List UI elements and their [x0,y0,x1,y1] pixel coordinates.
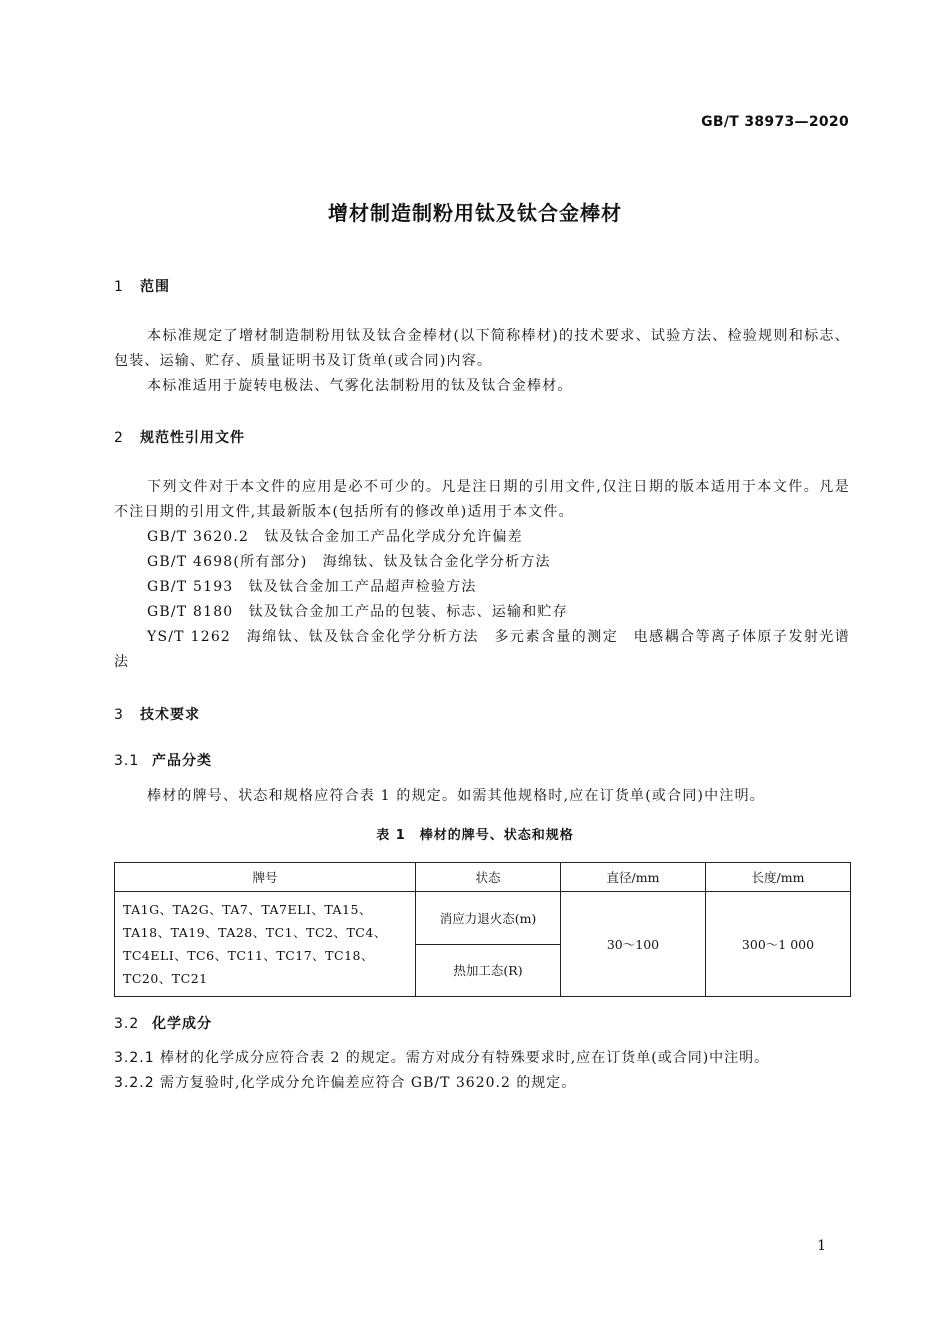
clause-item [114,1071,850,1096]
reference-code: GB/T 5193 [147,579,234,595]
reference-item [147,525,523,550]
section-title: 范围 [140,279,170,295]
table-header-row [115,863,851,892]
section-title: 技术要求 [140,707,200,723]
standard-number: GB/T 38973—2020 [701,114,849,130]
table-header-cell: 长度/mm [706,863,851,892]
reference-item [147,575,477,600]
length-cell: 300～1 000 [706,892,851,997]
reference-code: GB/T 4698(所有部分) [147,554,308,570]
reference-title: 钛及钛合金加工产品化学成分允许偏差 [264,529,523,545]
state-cell: 消应力退火态(m) [416,892,561,945]
table-header-cell: 状态 [416,863,561,892]
diameter-cell: 30～100 [561,892,706,997]
section-heading-normative-references [114,427,245,447]
paragraph: 下列文件对于本文件的应用是必不可少的。凡是注日期的引用文件,仅注日期的版本适用于本文件。凡是不注日期的引用文件,其最新版本(包括所有的修改单)适用于本文件。 [114,479,850,520]
clause-item [114,1046,850,1071]
paragraph: 棒材的牌号、状态和规格应符合表 1 的规定。如需其他规格时,应在订货单(或合同)中注明。 [147,788,765,804]
state-cell: 热加工态(R) [416,944,561,997]
section-number: 3 [114,707,124,723]
clause-text: 棒材的化学成分应符合表 2 的规定。需方对成分有特殊要求时,应在订货单(或合同)中注明。 [160,1050,770,1066]
table-caption: 表 1 棒材的牌号、状态和规格 [376,828,574,843]
reference-item: YS/T 1262 海绵钛、钛及钛合金化学分析方法 多元素含量的测定 电感耦合等离子体原子发射光谱法 [114,629,850,670]
clause-number: 3.2.2 [114,1075,155,1091]
reference-title: 钛及钛合金加工产品超声检验方法 [248,579,477,595]
reference-title: 钛及钛合金加工产品的包装、标志、运输和贮存 [248,604,568,620]
table-header-cell: 直径/mm [561,863,706,892]
reference-item [147,600,568,625]
page-number: 1 [817,1238,826,1254]
clause-number: 3.2.1 [114,1050,155,1066]
subsection-heading-classification [114,750,212,770]
section-number: 2 [114,430,124,446]
subsection-title: 产品分类 [152,753,212,769]
subsection-title: 化学成分 [152,1016,212,1032]
subsection-heading-chemical-composition [114,1013,212,1033]
reference-item [147,550,551,575]
section-heading-technical-requirements [114,704,200,724]
document-title: 增材制造制粉用钛及钛合金棒材 [328,201,622,225]
reference-title: 海绵钛、钛及钛合金化学分析方法 [322,554,551,570]
paragraph: 本标准规定了增材制造制粉用钛及钛合金棒材(以下简称棒材)的技术要求、试验方法、检验规则和标志、包装、运输、贮存、质量证明书及订货单(或合同)内容。 [114,328,850,369]
subsection-number: 3.1 [114,753,140,769]
grades-cell: TA1G、TA2G、TA7、TA7ELI、TA15、TA18、TA19、TA28、TC1、TC2、TC4、TC4ELI、TC6、TC11、TC17、TC18、TC20、TC21 [115,892,416,997]
section-heading-scope [114,276,170,296]
clause-text: 需方复验时,化学成分允许偏差应符合 GB/T 3620.2 的规定。 [160,1075,577,1091]
subsection-number: 3.2 [114,1016,140,1032]
table-row [115,892,851,945]
spec-table [114,862,851,997]
reference-code: GB/T 8180 [147,604,234,620]
paragraph: 本标准适用于旋转电极法、气雾化法制粉用的钛及钛合金棒材。 [147,378,573,394]
section-number: 1 [114,279,124,295]
reference-code: GB/T 3620.2 [147,529,250,545]
table-header-cell: 牌号 [115,863,416,892]
section-title: 规范性引用文件 [140,430,245,446]
